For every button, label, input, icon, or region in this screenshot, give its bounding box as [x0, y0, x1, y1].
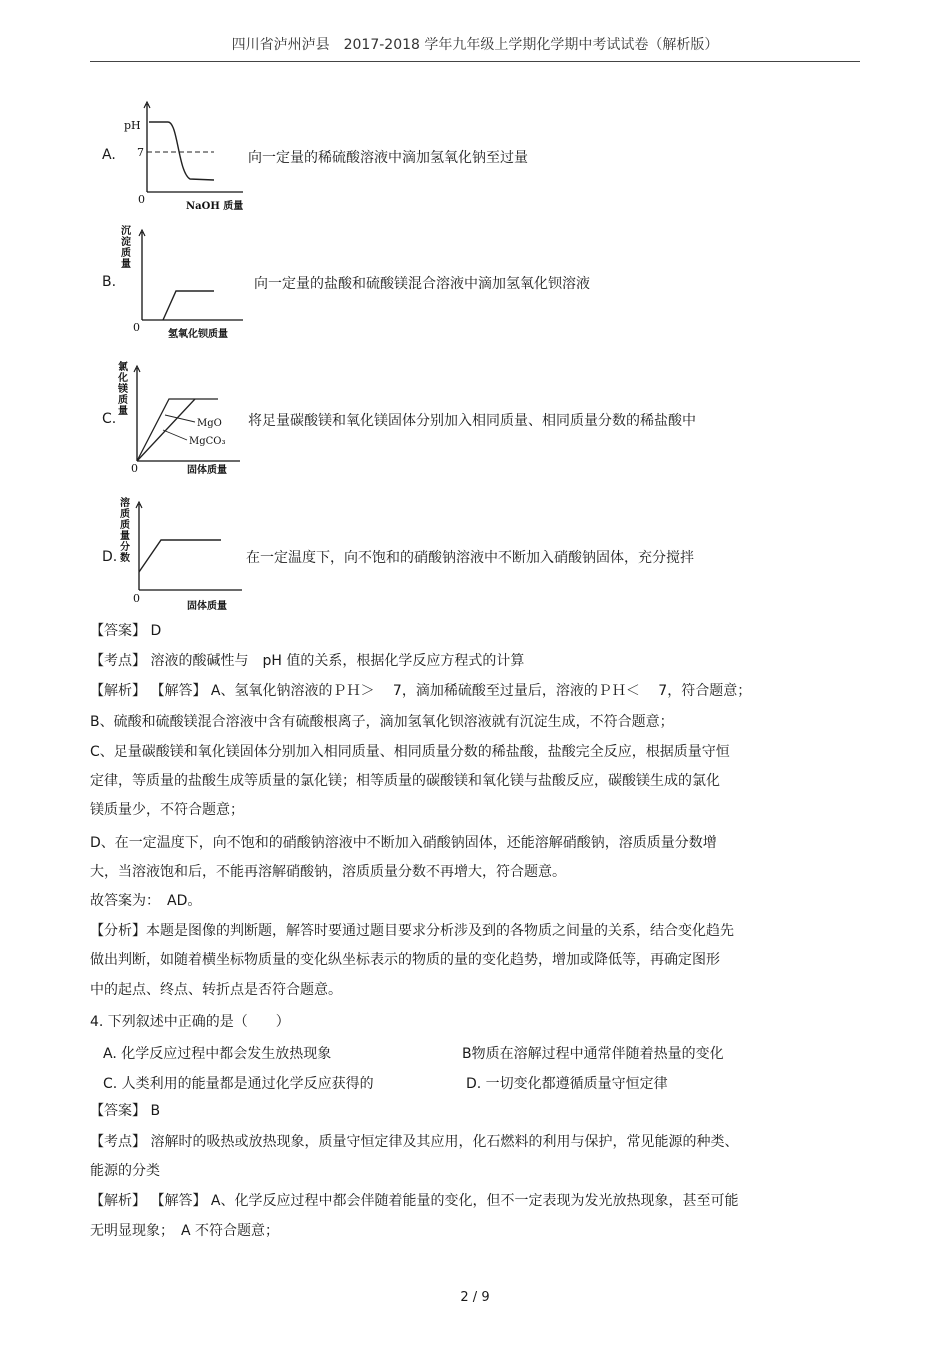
fenxi-line-1: 【分析】本题是图像的判断题，解答时要通过题目要求分析涉及到的各物质之间量的关系，结合变化趋先	[90, 923, 734, 939]
final-answer-line: 故答案为： AD。	[90, 893, 202, 909]
question-4-stem: 4. 下列叙述中正确的是（ ）	[90, 1014, 290, 1030]
option-b-text: 向一定量的盐酸和硫酸镁混合溶液中滴加氢氧化钡溶液	[254, 276, 590, 292]
jiexi-c-line-2: 定律，等质量的盐酸生成等质量的氯化镁；相等质量的碳酸镁和氧化镁与盐酸反应，碳酸镁生成的氯化	[90, 773, 720, 789]
graph-a-ylabel: pH	[124, 119, 141, 132]
question-4-choice-c: C. 人类利用的能量都是通过化学反应获得的	[103, 1076, 374, 1092]
graph-a-xlabel: NaOH 质量	[186, 201, 244, 212]
graph-b-origin: 0	[133, 321, 140, 334]
option-d-letter: D.	[102, 549, 118, 565]
page-header: 四川省泸州泸县 2017-2018 学年九年级上学期化学期中考试试卷（解析版）	[231, 37, 719, 53]
option-c-letter: C.	[102, 411, 117, 427]
kaodian-line: 【考点】 溶液的酸碱性与 pH 值的关系，根据化学反应方程式的计算	[90, 653, 525, 669]
header-divider	[90, 61, 860, 62]
graph-d-ylabel: 溶质质量分数	[120, 498, 130, 564]
option-b-graph	[118, 224, 258, 344]
graph-d-xlabel: 固体质量	[187, 601, 227, 612]
option-c-graph	[115, 360, 255, 480]
option-a-text: 向一定量的稀硫酸溶液中滴加氢氧化钠至过量	[248, 150, 528, 166]
option-d-text: 在一定温度下，向不饱和的硝酸钠溶液中不断加入硝酸钠固体，充分搅拌	[246, 550, 694, 566]
answer-line-2: 【答案】 B	[90, 1103, 161, 1119]
graph-c-ylabel: 氯化镁质量	[118, 362, 128, 417]
option-a-graph	[118, 96, 258, 216]
question-4-choice-b: B物质在溶解过程中通常伴随着热量的变化	[462, 1046, 724, 1062]
fenxi-line-3: 中的起点、终点、转折点是否符合题意。	[90, 982, 342, 998]
graph-b-xlabel: 氢氧化钡质量	[168, 329, 228, 340]
jiexi-d-line-1: D、在一定温度下，向不饱和的硝酸钠溶液中不断加入硝酸钠固体，还能溶解硝酸钠，溶质质量分数增	[90, 835, 717, 851]
answer-line: 【答案】 D	[90, 623, 162, 639]
jiexi-c-line-1: C、足量碳酸镁和氧化镁固体分别加入相同质量、相同质量分数的稀盐酸，盐酸完全反应，根据质量守恒	[90, 744, 730, 760]
graph-a-ref-tick: 7	[137, 146, 144, 159]
jiexi-line-2b: 无明显现象； A 不符合题意；	[90, 1223, 280, 1239]
graph-c-series-mgo: MgO	[197, 418, 222, 429]
graph-c-origin: 0	[131, 462, 138, 475]
question-4-choice-d: D. 一切变化都遵循质量守恒定律	[466, 1076, 668, 1092]
question-4-choice-a: A. 化学反应过程中都会发生放热现象	[103, 1046, 332, 1062]
option-a-letter: A.	[102, 147, 116, 163]
option-d-graph	[117, 496, 257, 616]
page-number: 2 / 9	[460, 1290, 490, 1305]
jiexi-d-line-2: 大，当溶液饱和后，不能再溶解硝酸钠，溶质质量分数不再增大，符合题意。	[90, 864, 566, 880]
jiexi-b-line: B、硫酸和硫酸镁混合溶液中含有硫酸根离子，滴加氢氧化钡溶液就有沉淀生成，不符合题意；	[90, 714, 674, 730]
option-b-letter: B.	[102, 274, 117, 290]
graph-c-xlabel: 固体质量	[187, 465, 227, 476]
graph-a-origin: 0	[138, 193, 145, 206]
jiexi-line-2a: 【解析】 【解答】 A、化学反应过程中都会伴随着能量的变化，但不一定表现为发光放热现象，甚至可能	[90, 1193, 739, 1209]
kaodian-line-2b: 能源的分类	[90, 1163, 160, 1179]
graph-d-origin: 0	[133, 592, 140, 605]
option-c-text: 将足量碳酸镁和氧化镁固体分别加入相同质量、相同质量分数的稀盐酸中	[248, 413, 696, 429]
kaodian-line-2a: 【考点】 溶解时的吸热或放热现象，质量守恒定律及其应用，化石燃料的利用与保护，常见能源的种类、	[90, 1134, 739, 1150]
graph-c-series-mgco3: MgCO₃	[189, 436, 226, 447]
jiexi-line: 【解析】 【解答】 A、氢氧化钠溶液的ＰＨ＞ 7，滴加稀硫酸至过量后，溶液的ＰＨ＜ 7，符合题意；	[90, 683, 752, 699]
fenxi-line-2: 做出判断，如随着横坐标物质量的变化纵坐标表示的物质的量的变化趋势，增加或降低等，再确定图形	[90, 952, 720, 968]
graph-b-ylabel: 沉淀质量	[121, 226, 131, 270]
jiexi-c-line-3: 镁质量少，不符合题意；	[90, 802, 244, 818]
